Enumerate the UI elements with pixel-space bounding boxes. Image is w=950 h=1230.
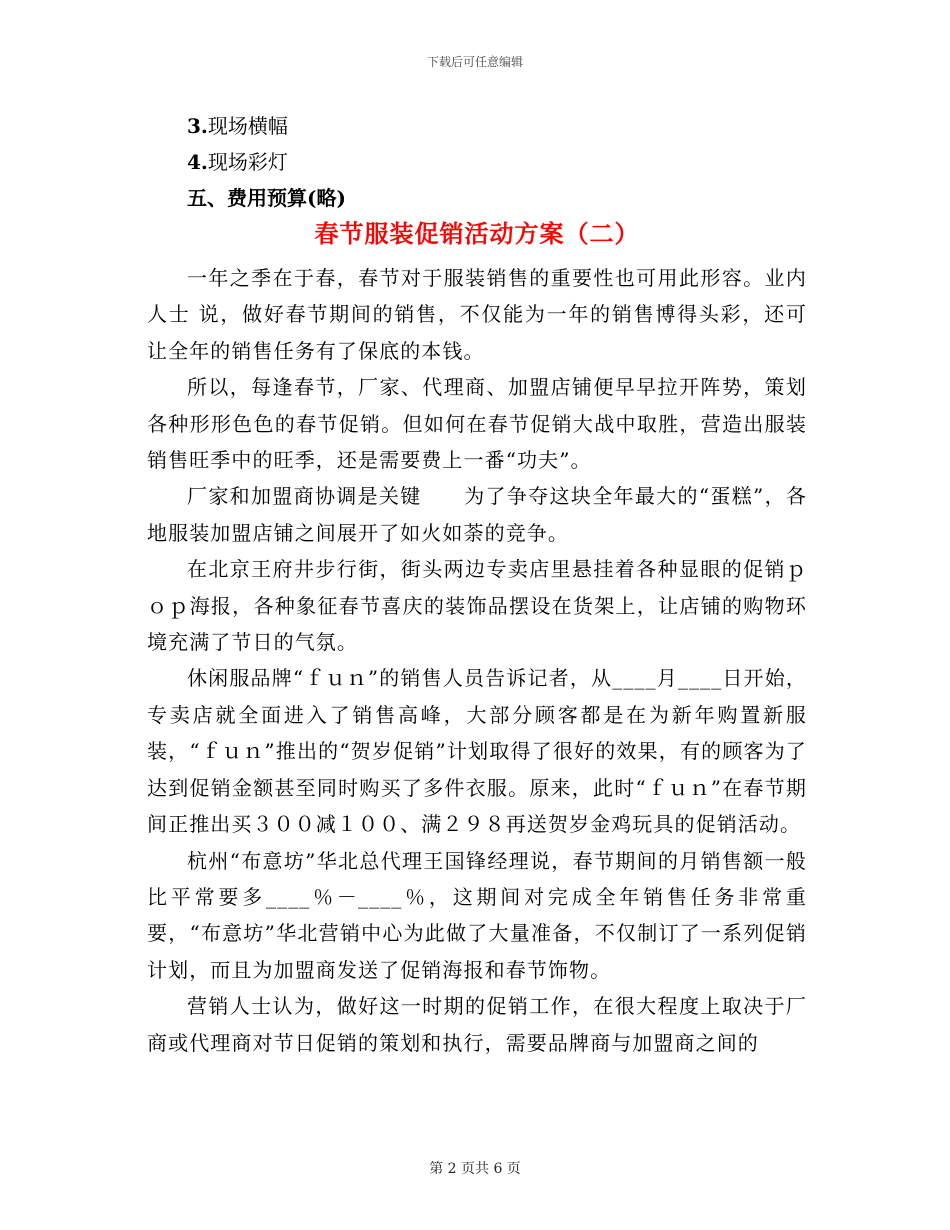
paragraph: 营销人士认为，做好这一时期的促销工作，在很大程度上取决于厂商或代理商对节日促销的策划和执行，需要品牌商与加盟商之间的 — [147, 994, 807, 1055]
document-body — [147, 108, 807, 1061]
document-title: 春节服装促销活动方案（二） — [314, 219, 640, 248]
list-item-label: 现场彩灯 — [207, 150, 288, 174]
paragraph: 休闲服品牌“ｆｕｎ”的销售人员告诉记者，从____月____日开始，专卖店就全面进入了销售高峰，大部分顾客都是在为新年购置新服装，“ｆｕｎ”推出的“贺岁促销”计划取得了很好的效果，有的顾客为了达到促销金额甚至同时购买了多件衣服。原来，此时“ｆｕｎ”在春节期间正推出买３００减１００、满２９８再送贺岁金鸡玩具的促销活动。 — [147, 666, 807, 837]
paragraph: 一年之季在于春，春节对于服装销售的重要性也可用此形容。业内人士 说，做好春节期间的销售，不仅能为一年的销售博得头彩，还可让全年的销售任务有了保底的本钱。 — [147, 266, 807, 363]
list-item — [147, 108, 807, 144]
list-item-number: 3. — [187, 114, 208, 138]
list-item — [147, 144, 807, 180]
section-heading: 五、费用预算(略) — [187, 186, 346, 210]
page-header: 下载后可任意编辑 — [426, 55, 523, 69]
paragraph: 所以，每逢春节，厂家、代理商、加盟店铺便早早拉开阵势，策划各种形形色色的春节促销。但如何在春节促销大战中取胜，营造出服装销售旺季中的旺季，还是需要费上一番“功夫”。 — [147, 375, 807, 473]
paragraph: 杭州“布意坊”华北总代理王国锋经理说，春节期间的月销售额一般比平常要多____％－____％，这期间对完成全年销售任务非常重要，“布意坊”华北营销中心为此做了大量准备，不仅制订了一系列促销计划，而且为加盟商发送了促销海报和春节饰物。 — [147, 848, 807, 982]
paragraph: 厂家和加盟商协调是关键 为了争夺这块全年最大的“蛋糕”，各地服装加盟店铺之间展开了如火如荼的竞争。 — [147, 484, 807, 545]
paragraph: 在北京王府井步行街，街头两边专卖店里悬挂着各种显眼的促销ｐｏｐ海报，各种象征春节喜庆的装饰品摆设在货架上，让店铺的购物环境充满了节日的气氛。 — [147, 557, 807, 655]
page-footer: 第 2 页共 6 页 — [429, 1161, 521, 1177]
list-item-number: 4. — [187, 150, 208, 174]
list-item-label: 现场横幅 — [207, 114, 288, 138]
